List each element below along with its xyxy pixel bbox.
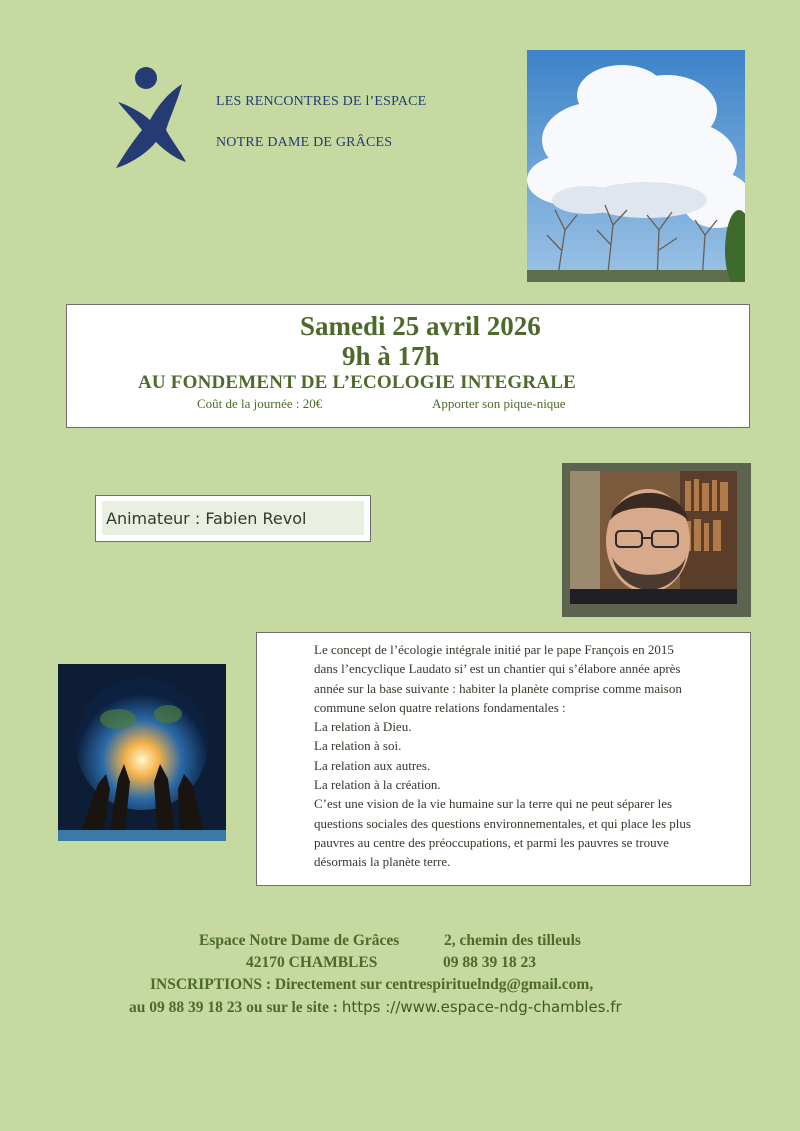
org-name-line1: LES RENCONTRES DE l’ESPACE [216,94,427,109]
event-title: AU FONDEMENT DE L’ECOLOGIE INTEGRALE [138,372,576,393]
footer-site-prefix: au 09 88 39 18 23 ou sur le site : [129,999,338,1016]
event-cost: Coût de la journée : 20€ [197,396,323,411]
animator-portrait-photo [570,471,737,604]
person-logo-icon [108,62,188,172]
footer-venue: Espace Notre Dame de Grâces [199,932,400,949]
description-line: commune selon quatre relations fondamentales : [314,699,566,715]
event-date: Samedi 25 avril 2026 [300,311,541,341]
cloud-sky-photo [527,50,745,282]
footer-phone: 09 88 39 18 23 [443,954,536,971]
portrait-frame [562,463,751,617]
event-picnic-note: Apporter son pique-nique [432,396,566,411]
footer-city: 42170 CHAMBLES [246,954,378,971]
org-name-line2: NOTRE DAME DE GRÂCES [216,135,393,150]
event-info-box [66,304,750,428]
description-line: questions sociales des questions environnementales, et qui place les plus [314,815,691,831]
animator-label: Animateur : Fabien Revol [106,509,307,528]
footer-site-line [129,998,622,1017]
description-line: C’est une vision de la vie humaine sur la terre qui ne peut séparer les [314,796,673,812]
footer-inscriptions: INSCRIPTIONS : Directement sur centrespirituelndg@gmail.com, [150,976,594,993]
description-box [256,632,751,886]
footer-address: 2, chemin des tilleuls [444,932,581,949]
earth-hands-photo [58,664,226,841]
footer-site-link[interactable]: https ://www.espace-ndg-chambles.fr [341,998,622,1016]
animator-box [95,495,371,542]
description-line: dans l’encyclique Laudato si’ est un chantier qui s’élabore année après [314,661,681,677]
description-line: La relation à la création. [314,777,441,793]
description-line: pauvres au centre des préoccupations, et parmi les pauvres se trouve [314,834,669,850]
event-time: 9h à 17h [342,341,440,371]
description-line: Le concept de l’écologie intégrale initié par le pape François en 2015 [314,642,674,657]
description-line: année sur la base suivante : habiter la planète comprise comme maison [314,680,682,696]
description-line: La relation à Dieu. [314,719,412,735]
description-line: La relation à soi. [314,738,402,754]
description-line: La relation aux autres. [314,757,431,773]
description-text [314,640,739,872]
description-line: désormais la planète terre. [314,854,451,870]
